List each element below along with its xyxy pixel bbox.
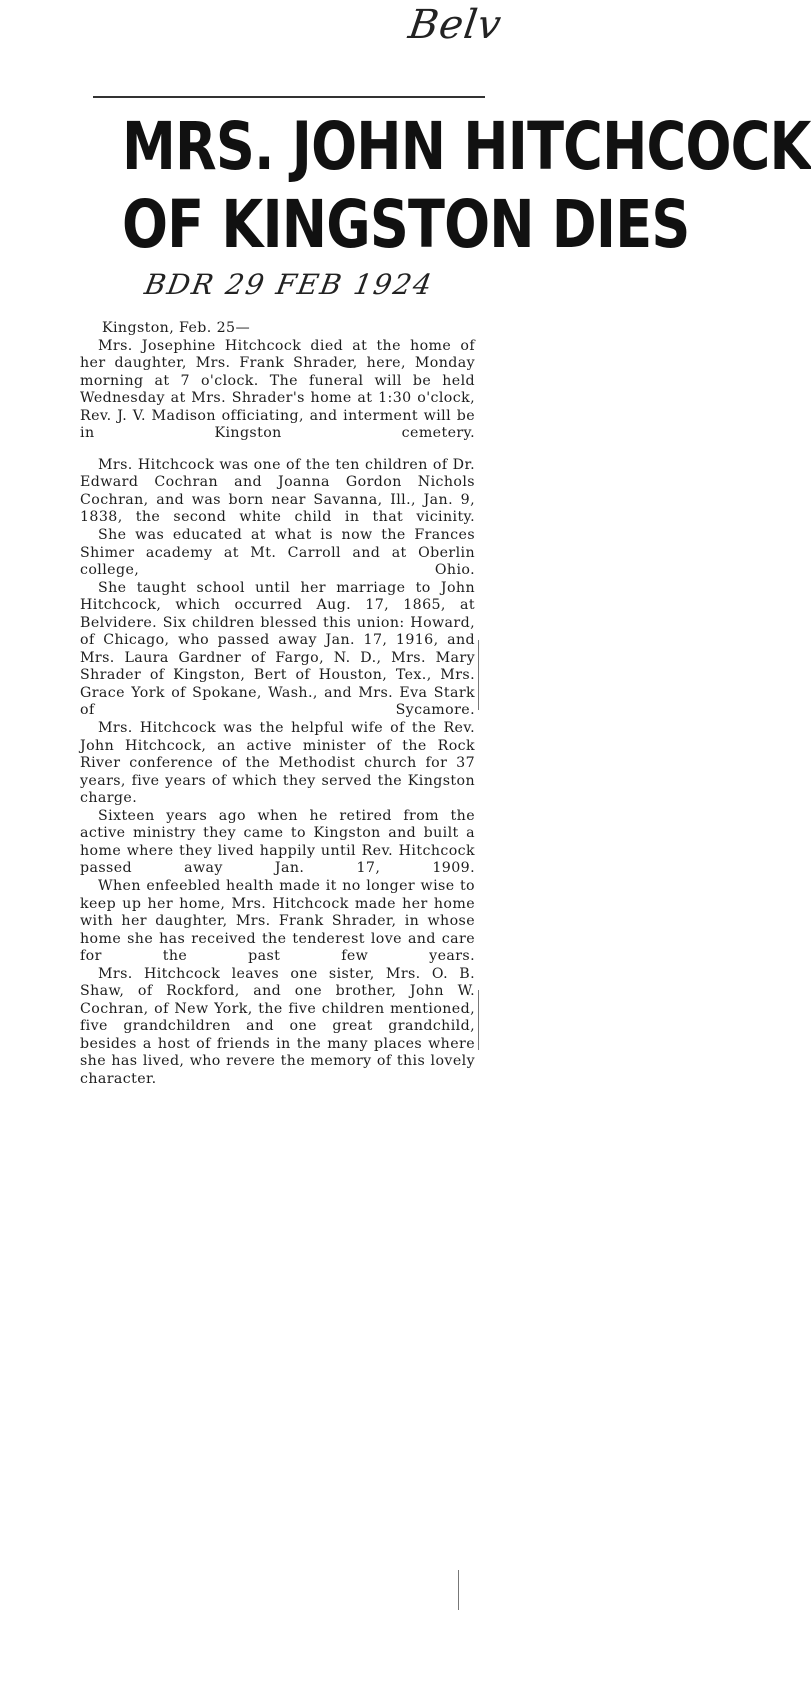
handwritten-source-note: BDR 29 FEB 1924 [142, 268, 437, 301]
article-paragraph: Mrs. Hitchcock was the helpful wife of the Rev. John Hitchcock, an active minister of the Rock River conference of the Methodist church for 37 years, five years of which they served the Kingston charge. [80, 720, 475, 807]
article-body [80, 320, 475, 1089]
article-paragraph: Mrs. Hitchcock was one of the ten children of Dr. Edward Cochran and Joanna Gordon Nichols Cochran, and was born near Savanna, Ill., Jan. 9, 1838, the second white child in that vicinity. [80, 456, 475, 526]
article-paragraph: Mrs. Josephine Hitchcock died at the home of her daughter, Mrs. Frank Shrader, here, Monday morning at 7 o'clock. The funeral will be held Wednesday at Mrs. Shrader's home at 1:30 o'clock, Rev. J. V. Madison officiating, and interment will be in Kingston cemetery. [80, 337, 475, 442]
article-paragraph: She taught school until her marriage to John Hitchcock, which occurred Aug. 17, 1865, at Belvidere. Six children blessed this union: Howard, of Chicago, who passed away Jan. 17, 1916, and Mrs. Laura Gardner of Fargo, N. D., Mrs. Mary Shrader of Kingston, Bert of Houston, Tex., Mrs. Grace York of Spokane, Wash., and Mrs. Eva Stark of Sycamore. [80, 579, 475, 719]
headline-line-2: OF KINGSTON DIES [122, 186, 690, 263]
handwritten-corner-note: Belv [405, 2, 505, 48]
headline-line-1: MRS. JOHN HITCHCOCK [122, 108, 811, 185]
article-paragraph: She was educated at what is now the Frances Shimer academy at Mt. Carroll and at Oberlin college, Ohio. [80, 527, 475, 579]
column-edge-mark [458, 1570, 459, 1610]
article-dateline: Kingston, Feb. 25— [102, 320, 251, 336]
column-edge-mark [478, 990, 479, 1050]
article-paragraph: Mrs. Hitchcock leaves one sister, Mrs. O. B. Shaw, of Rockford, and one brother, John W. Cochran, of New York, the five children mentioned, five grandchildren and one great grandchild, besides a host of friends in the many places where she has lived, who revere the memory of this lovely character. [80, 965, 475, 1087]
paragraph-gap [80, 443, 475, 457]
column-edge-mark [478, 640, 479, 710]
article-paragraph: Sixteen years ago when he retired from the active ministry they came to Kingston and built a home where they lived happily until Rev. Hitchcock passed away Jan. 17, 1909. [80, 807, 475, 877]
article-paragraph: When enfeebled health made it no longer wise to keep up her home, Mrs. Hitchcock made her home with her daughter, Mrs. Frank Shrader, in whose home she has received the tenderest love and care for the past few years. [80, 877, 475, 965]
top-rule [93, 96, 485, 98]
